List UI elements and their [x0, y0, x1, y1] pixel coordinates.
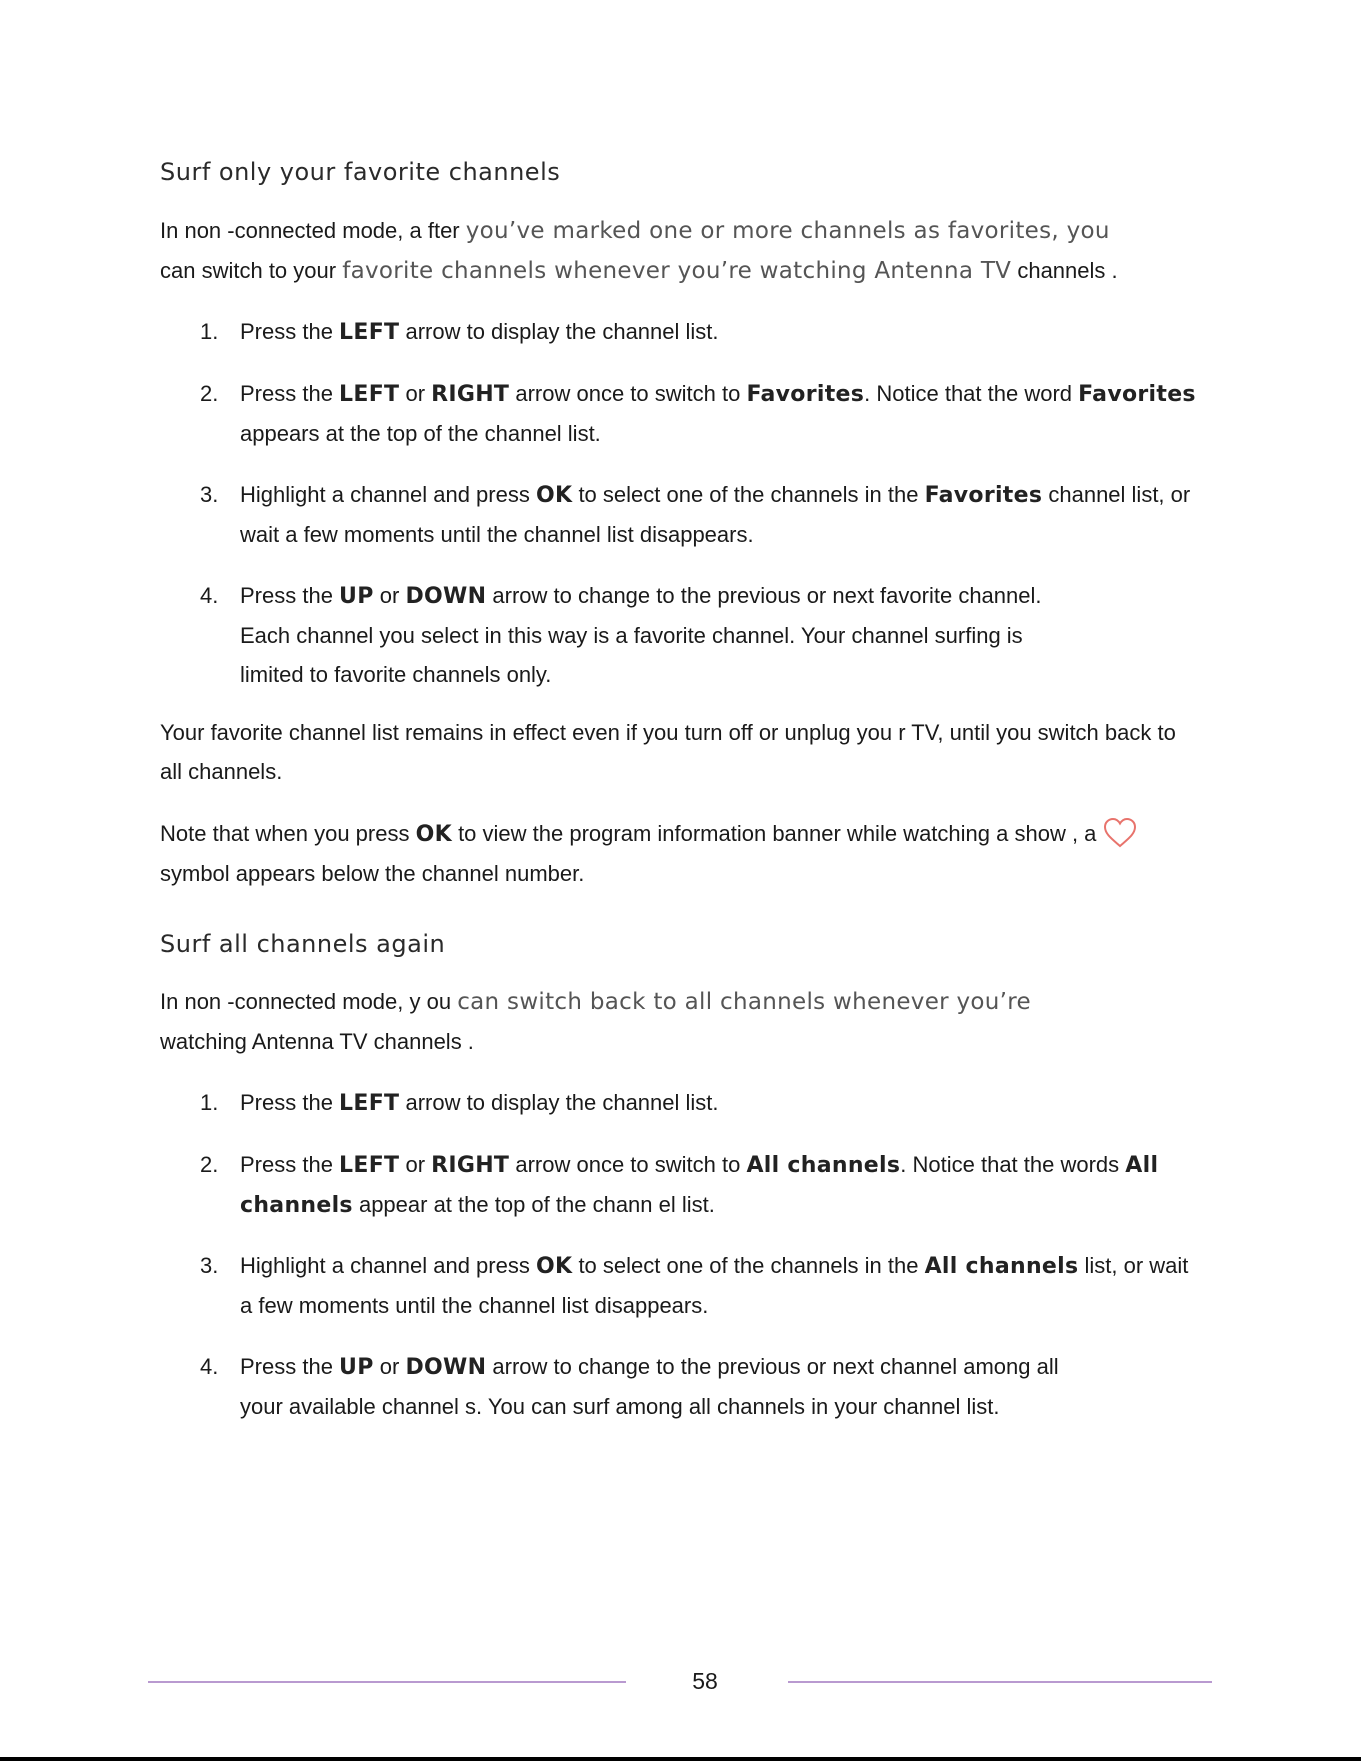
section-heading-all-channels: Surf all channels again	[160, 930, 446, 958]
favorites-step-2: 2. Press the LEFT or RIGHT arrow once to switch to Favorites. Notice that the word Favorites appears at the top of the channel list.	[200, 381, 1196, 446]
heart-icon	[1102, 817, 1138, 849]
footer-line-left	[148, 1681, 626, 1683]
favorites-intro: In non -connected mode, a fter you’ve marked one or more channels as favorites, you can switch to your favorite channels whenever you’re watching Antenna TV channels .	[160, 218, 1118, 284]
all-channels-step-4: 4. Press the UP or DOWN arrow to change to the previous or next channel among all your available channel s. You can surf among all channels in your channel list.	[200, 1354, 1059, 1419]
all-channels-step-3: 3. Highlight a channel and press OK to select one of the channels in the All channels list, or wait a few moments until the channel list disappears.	[200, 1253, 1189, 1318]
favorites-banner-note: Note that when you press OK to view the program information banner while watching a show , asymbol appears below the channel number.	[160, 814, 1190, 893]
all-channels-step-1: 1. Press the LEFT arrow to display the channel list.	[200, 1090, 719, 1116]
section-heading-favorites: Surf only your favorite channels	[160, 158, 561, 186]
favorites-step-4: 4. Press the UP or DOWN arrow to change to the previous or next favorite channel. Each channel you select in this way is a favorite channel. Your channel surfing is limited to favorite channels only.	[200, 583, 1042, 687]
page-number: 58	[692, 1668, 718, 1694]
page-bottom-edge	[0, 1757, 1361, 1761]
favorites-step-3: 3. Highlight a channel and press OK to select one of the channels in the Favorites channel list, or wait a few moments until the channel list disappears.	[200, 482, 1191, 547]
all-channels-step-2: 2. Press the LEFT or RIGHT arrow once to switch to All channels. Notice that the words All channels appear at the top of the chann el list.	[200, 1152, 1159, 1218]
all-channels-intro: In non -connected mode, y ou can switch back to all channels whenever you’re watching Antenna TV channels .	[160, 989, 1031, 1054]
favorites-step-1: 1. Press the LEFT arrow to display the channel list.	[200, 319, 719, 345]
footer-line-right	[788, 1681, 1212, 1683]
favorites-remains-note: Your favorite channel list remains in effect even if you turn off or unplug you r TV, until you switch back to all channels.	[160, 720, 1176, 784]
